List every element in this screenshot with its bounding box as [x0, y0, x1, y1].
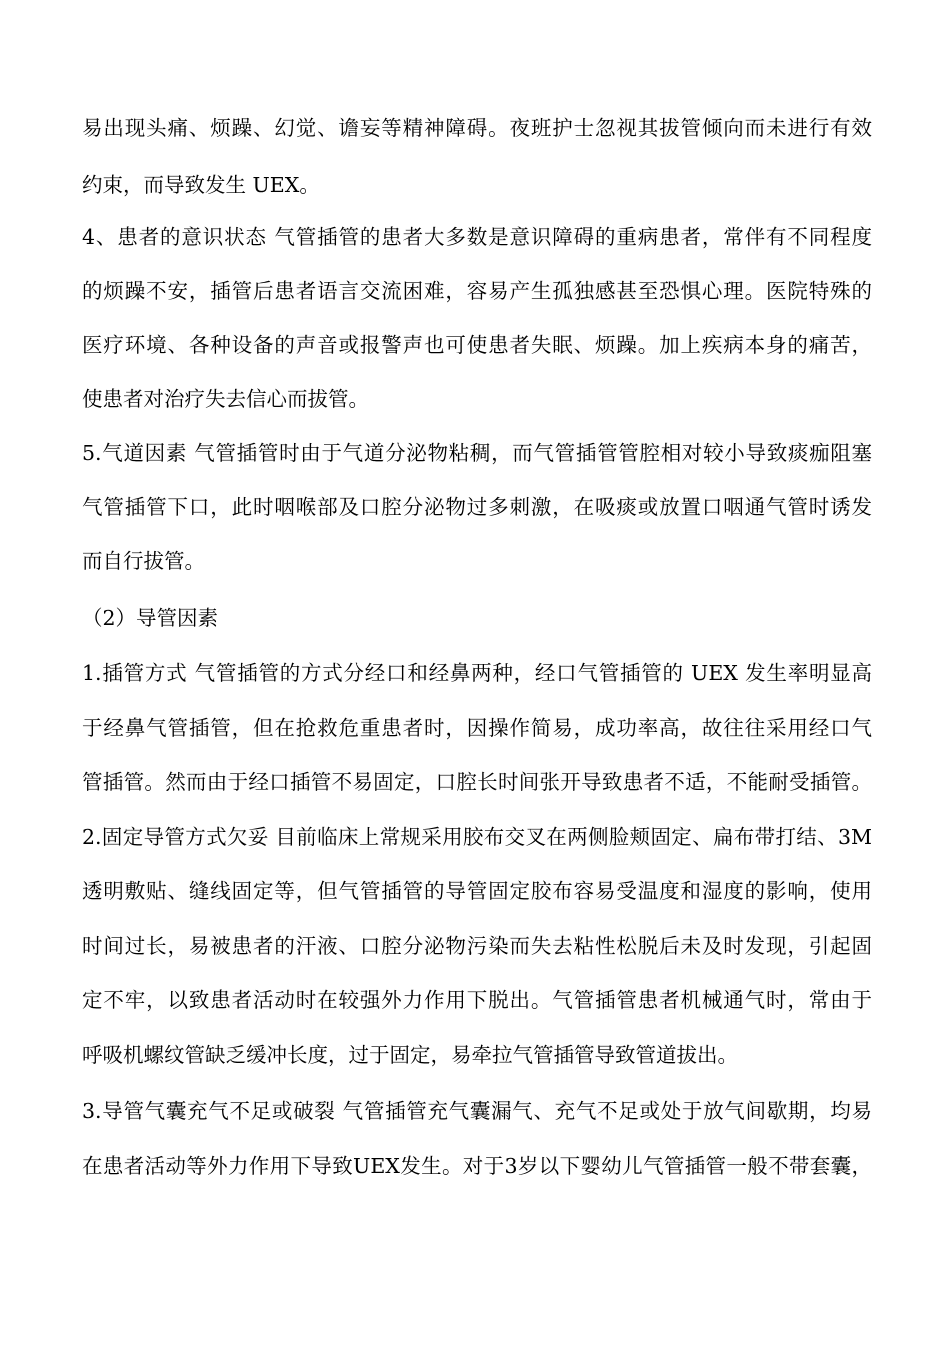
text-line: 在患者活动等外力作用下导致UEX发生。对于3岁以下婴幼儿气管插管一般不带套囊，: [82, 1154, 872, 1178]
text-line: 于经鼻气管插管，但在抢救危重患者时，因操作简易，成功率高，故往往采用经口气: [82, 716, 872, 740]
text-line: 使患者对治疗失去信心而拔管。: [82, 387, 369, 411]
text-line: 气管插管下口，此时咽喉部及口腔分泌物过多刺激，在吸痰或放置口咽通气管时诱发: [82, 495, 872, 519]
text-line: 而自行拔管。: [82, 549, 205, 573]
text-line: 1.插管方式 气管插管的方式分经口和经鼻两种，经口气管插管的 UEX 发生率明显高: [82, 661, 872, 685]
text-line: 管插管。然而由于经口插管不易固定，口腔长时间张开导致患者不适，不能耐受插管。: [82, 770, 872, 794]
text-line: 3.导管气囊充气不足或破裂 气管插管充气囊漏气、充气不足或处于放气间歇期，均易: [82, 1099, 872, 1123]
text-line: 定不牢，以致患者活动时在较强外力作用下脱出。气管插管患者机械通气时，常由于: [82, 988, 872, 1012]
text-line: 2.固定导管方式欠妥 目前临床上常规采用胶布交叉在两侧脸颊固定、扁布带打结、3M: [82, 825, 872, 849]
text-line: 呼吸机螺纹管缺乏缓冲长度，过于固定，易牵拉气管插管导致管道拔出。: [82, 1043, 738, 1067]
text-line: 5.气道因素 气管插管时由于气道分泌物粘稠，而气管插管管腔相对较小导致痰痂阻塞: [82, 441, 872, 465]
text-line: 的烦躁不安，插管后患者语言交流困难，容易产生孤独感甚至恐惧心理。医院特殊的: [82, 279, 872, 303]
text-line: 约束，而导致发生 UEX。: [82, 173, 320, 197]
text-line: 时间过长，易被患者的汗液、口腔分泌物污染而失去粘性松脱后未及时发现，引起固: [82, 934, 872, 958]
text-line: 易出现头痛、烦躁、幻觉、谵妄等精神障碍。夜班护士忽视其拔管倾向而未进行有效: [82, 116, 872, 140]
text-line: 4、患者的意识状态 气管插管的患者大多数是意识障碍的重病患者，常伴有不同程度: [82, 225, 872, 249]
section-heading: （2）导管因素: [82, 606, 219, 630]
text-line: 医疗环境、各种设备的声音或报警声也可使患者失眠、烦躁。加上疾病本身的痛苦，: [82, 333, 872, 357]
text-line: 透明敷贴、缝线固定等，但气管插管的导管固定胶布容易受温度和湿度的影响，使用: [82, 879, 872, 903]
